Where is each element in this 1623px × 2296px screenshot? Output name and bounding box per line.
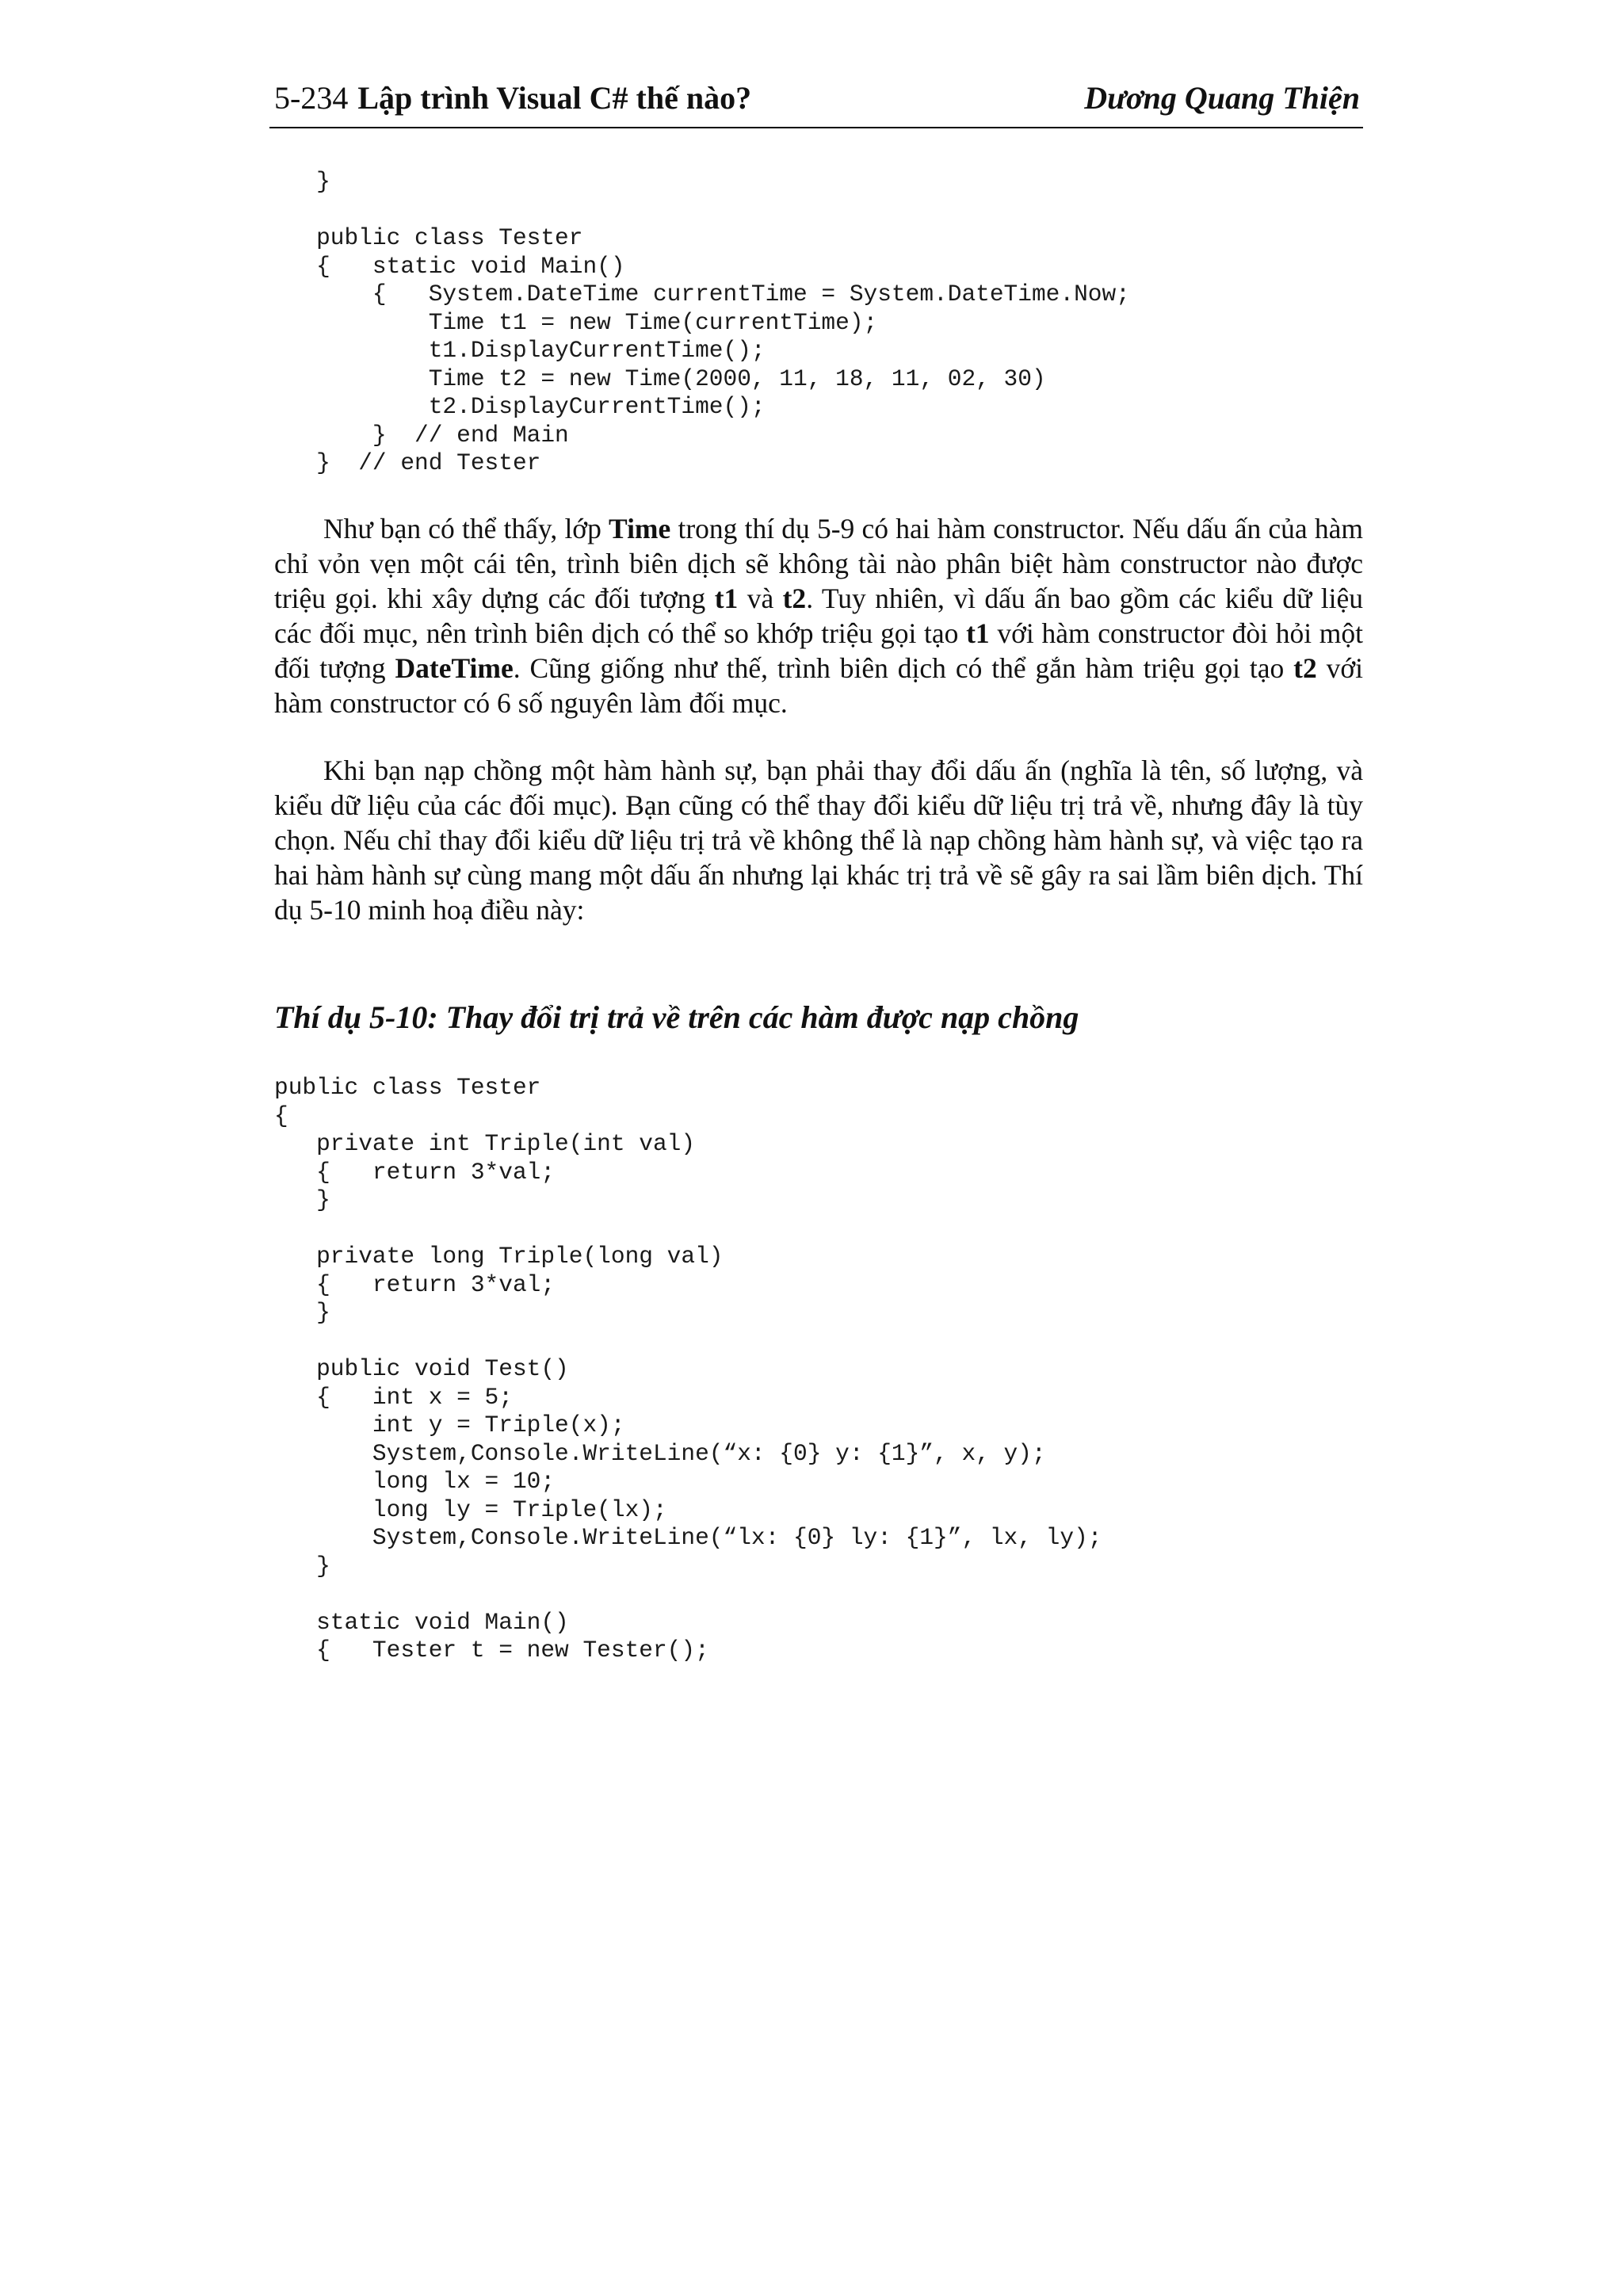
code-line: } // end Tester: [274, 449, 541, 476]
code-line: static void Main(): [274, 1608, 569, 1636]
code-line: { System.DateTime currentTime = System.DateTime.Now;: [274, 281, 1130, 308]
page-header: [269, 76, 1363, 128]
bold-term-t2: t2: [1293, 652, 1317, 684]
code-line: }: [274, 168, 330, 195]
bold-term-t2: t2: [782, 583, 807, 614]
code-line: t2.DisplayCurrentTime();: [274, 393, 766, 420]
code-block-bottom: [274, 1074, 1102, 1665]
example-heading: Thí dụ 5-10: Thay đổi trị trả về trên các hàm được nạp chồng: [274, 999, 1079, 1035]
code-line: long ly = Triple(lx);: [274, 1496, 667, 1523]
code-line: t1.DisplayCurrentTime();: [274, 337, 766, 364]
code-line: { return 3*val;: [274, 1158, 556, 1186]
paragraph-text: trong thí dụ 5-9 có hai hàm constructor. Nếu dấu ấn của hàm chỉ vỏn vẹn một cái tên, trình biên dịch sẽ không tài nào phân biệt hàm constructor nào được triệu gọi. khi xây dựng các đối tượng: [274, 513, 1363, 614]
body-paragraph-2: Khi bạn nạp chồng một hàm hành sự, bạn phải thay đổi dấu ấn (nghĩa là tên, số lượng, và kiểu dữ liệu của các đối mục). Bạn cũng có thể thay đổi kiểu dữ liệu trị trả về, nhưng đây là tùy chọn. Nếu chỉ thay đổi kiểu dữ liệu trị trả về không thể là nạp chồng hàm hành sự, và việc tạo ra hai hàm hành sự cùng mang một dấu ấn nhưng lại khác trị trả về sẽ gây ra sai lầm biên dịch. Thí dụ 5-10 minh hoạ điều này:: [274, 755, 1363, 926]
bold-term-t1: t1: [966, 617, 990, 649]
paragraph-text: với hàm constructor đòi hỏi một đối tượng: [274, 617, 1363, 684]
code-block-top: [274, 168, 1130, 478]
page-number: 5-234: [274, 80, 349, 116]
code-line: Time t2 = new Time(2000, 11, 18, 11, 02, 30): [274, 365, 1046, 392]
code-line: public void Test(): [274, 1355, 569, 1382]
paragraph-text: và: [738, 583, 783, 614]
code-line: { return 3*val;: [274, 1270, 556, 1298]
paragraph-text: với hàm constructor có 6 số nguyên làm đối mục.: [274, 652, 1363, 719]
code-line: [274, 1215, 1102, 1244]
code-line: { int x = 5;: [274, 1383, 513, 1411]
code-line: {: [274, 1102, 288, 1129]
code-line: System,Console.WriteLine(“lx: {0} ly: {1}”, lx, ly);: [274, 1524, 1102, 1551]
author-name: Dương Quang Thiện: [1084, 80, 1360, 116]
paragraph-text: . Tuy nhiên, vì dấu ấn bao gồm các kiểu dữ liệu các đối mục, nên trình biên dịch có thể so khớp triệu gọi tạo: [274, 583, 1363, 649]
paragraph-text: . Cũng giống như thế, trình biên dịch có thể gắn hàm triệu gọi tạo: [513, 652, 1294, 684]
code-line: } // end Main: [274, 421, 569, 449]
code-line: long lx = 10;: [274, 1468, 556, 1495]
code-line: Time t1 = new Time(currentTime);: [274, 308, 878, 336]
bold-term-t1: t1: [714, 583, 739, 614]
code-line: }: [274, 1186, 330, 1213]
bold-term-datetime: DateTime: [395, 652, 514, 684]
code-line: [274, 1580, 1102, 1609]
code-line: public class Tester: [274, 1074, 541, 1101]
bold-term-time: Time: [609, 513, 671, 544]
code-line: private int Triple(int val): [274, 1130, 696, 1157]
book-title: Lập trình Visual C# thế nào?: [357, 80, 752, 116]
code-line: { Tester t = new Tester();: [274, 1637, 709, 1664]
paragraph-text: Như bạn có thể thấy, lớp: [323, 513, 609, 544]
code-line: [274, 1328, 1102, 1356]
code-line: }: [274, 1552, 330, 1580]
code-line: public class Tester: [274, 224, 583, 251]
code-line: int y = Triple(x);: [274, 1412, 625, 1438]
code-line: [274, 197, 1130, 225]
code-line: private long Triple(long val): [274, 1243, 724, 1270]
body-paragraph-1: [274, 511, 1363, 720]
code-line: }: [274, 1299, 330, 1326]
header-left: [274, 79, 751, 117]
code-line: { static void Main(): [274, 252, 625, 280]
code-line: System,Console.WriteLine(“x: {0} y: {1}”, x, y);: [274, 1439, 1046, 1467]
